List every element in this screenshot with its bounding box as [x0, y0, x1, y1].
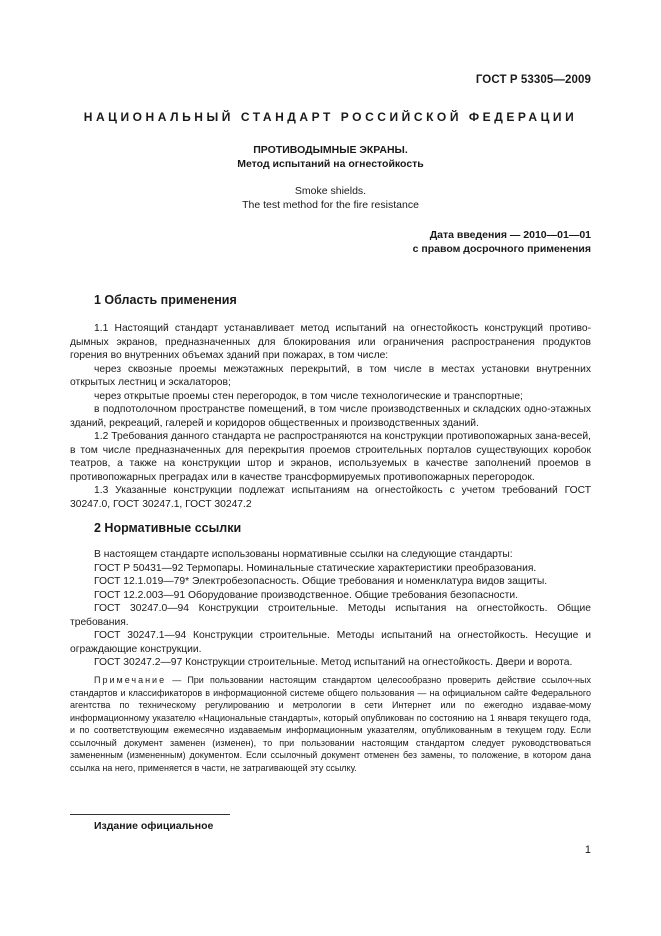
section-1-heading: 1 Область применения — [94, 293, 237, 307]
references-intro: В настоящем стандарте использованы нормативные ссылки на следующие стандарты: — [94, 549, 513, 560]
reference-item: ГОСТ Р 50431—92 Термопары. Номинальные статические характеристики преобразования. — [94, 562, 537, 574]
section-2-body — [70, 548, 591, 670]
title-russian: ПРОТИВОДЫМНЫЕ ЭКРАНЫ. — [253, 144, 408, 156]
subtitle-russian: Метод испытаний на огнестойкость — [237, 158, 424, 170]
early-application-note: с правом досрочного применения — [412, 243, 591, 255]
paragraph-1-1: 1.1 Настоящий стандарт устанавливает метод испытаний на огнестойкость конструкций противо-дымных экранов, предназначенных для блокирования или ограничения распространения продуктов горения во внутренних объемах зданий при пожарах, в том числе: — [70, 323, 591, 361]
footer-divider — [70, 814, 230, 815]
note-text: — При пользовании настоящим стандартом целесообразно проверить действие ссылоч-ных стандартов и классификаторов в информационной системе общего пользования — на официальном сайте Федерального агентства по техническому регулированию и метрологии в сети Интернет или по ежегодно издавае-мому информационному указателю «Национальные стандарты», который опубликован по состоянию на 1 января текущего года, и по соответствующим ежемесячно издаваемым информационным указателям, опубликованным в текущем году. Если ссылочный документ заменен (изменен), то при пользовании настоящим стандартом следует руководствоваться замененным (измененным) документом. Если ссылочный документ отменен без замены, то положение, в котором дана ссылка на него, применяется в части, не затрагивающей эту ссылку. — [70, 675, 591, 773]
paragraph-list-item-2: через открытые проемы стен перегородок, в том числе технологические и транспортные; — [94, 390, 523, 402]
paragraph-1-2: 1.2 Требования данного стандарта не распространяются на конструкции противопожарных зана-весей, в том числе предназначенных для перекрытия проемов строительных порталов существующих коробок театров, а также на конструкции штор и экранов, используемых в качестве заполнений проемов в противопожарных преградах или в качестве трансформируемых противопожарных перегородок. — [70, 431, 591, 483]
introduction-date: Дата введения — 2010—01—01 — [429, 229, 591, 241]
title-english: Smoke shields. — [294, 185, 367, 197]
subtitle-english: The test method for the fire resistance — [242, 199, 419, 211]
reference-item: ГОСТ 30247.1—94 Конструкции строительные. Методы испытаний на огнестойкость. Несущие и ограждающие конструкции. — [70, 630, 591, 655]
page-number: 1 — [584, 844, 591, 856]
introduction-date-block — [413, 228, 591, 256]
document-code: ГОСТ Р 53305—2009 — [475, 74, 591, 86]
section-1-body — [70, 322, 591, 511]
reference-item: ГОСТ 12.2.003—91 Оборудование производственное. Общие требования безопасности. — [94, 589, 519, 601]
section-2-heading: 2 Нормативные ссылки — [94, 521, 242, 535]
reference-item: ГОСТ 12.1.019—79* Электробезопасность. Общие требования и номенклатура видов защиты. — [94, 576, 548, 587]
title-block — [70, 143, 591, 212]
paragraph-list-item-1: через сквозные проемы межэтажных перекрытий, в том числе в местах установки внутренних открытых лестниц и эскалаторов; — [70, 363, 591, 388]
note-label: Примечание — [94, 675, 167, 685]
reference-item: ГОСТ 30247.0—94 Конструкции строительные. Методы испытания на огнестойкость. Общие требования. — [70, 603, 591, 628]
note-block — [70, 674, 591, 774]
paragraph-1-3: 1.3 Указанные конструкции подлежат испытаниям на огнестойкость с учетом требований ГОСТ 30247.0, ГОСТ 30247.1, ГОСТ 30247.2 — [70, 485, 591, 510]
official-edition-label: Издание официальное — [94, 820, 214, 832]
national-standard-heading: НАЦИОНАЛЬНЫЙ СТАНДАРТ РОССИЙСКОЙ ФЕДЕРАЦИИ — [83, 110, 578, 124]
paragraph-list-item-3: в подпотолочном пространстве помещений, в том числе производственных и складских одно-этажных зданий, рекреаций, галерей и коридоров общественных и производственных зданий. — [70, 404, 591, 429]
reference-item: ГОСТ 30247.2—97 Конструкции строительные. Метод испытаний на огнестойкость. Двери и ворота. — [94, 657, 573, 668]
